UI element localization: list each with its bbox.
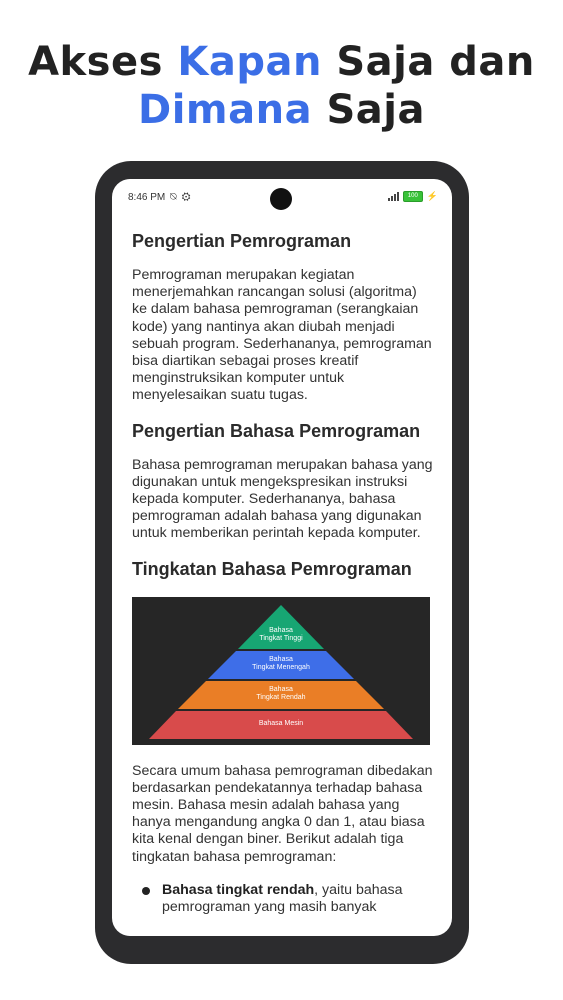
phone-screen xyxy=(112,179,452,936)
tier-label-low xyxy=(132,686,430,702)
list-item-text xyxy=(162,882,434,916)
headline-text: Saja xyxy=(312,87,425,133)
list-item-rest: , yaitu bahasa pemrograman yang masih banyak xyxy=(162,881,403,916)
signal-icon xyxy=(388,192,399,201)
pyramid-diagram xyxy=(132,597,430,745)
status-bar xyxy=(112,179,452,215)
tier-label-machine xyxy=(132,720,430,728)
tier-label-mid xyxy=(132,656,430,672)
promo-headline xyxy=(0,38,563,134)
section-body: Secara umum bahasa pemrograman dibedakan berdasarkan pendekatannya terhadap bahasa mesin. Bahasa mesin adalah bahasa yang hanya mengandung angka 0 dan 1, atau biasa kita kenal dengan biner. Berikut adalah tiga tingkatan bahasa pemrograman: xyxy=(132,762,433,865)
article-content[interactable] xyxy=(132,229,434,916)
tier-label-line: Bahasa xyxy=(269,626,293,634)
headline-text: Saja dan xyxy=(321,39,535,85)
headline-accent-word: Kapan xyxy=(177,39,322,85)
status-time: 8:46 PM xyxy=(128,192,166,203)
section-body: Bahasa pemrograman merupakan bahasa yang digunakan untuk mengekspresikan instruksi kepada komputer. Sederhananya, bahasa pemrograman adalah bahasa yang digunakan untuk memberikan perintah kepada komputer. xyxy=(132,456,433,542)
tier-label-high xyxy=(132,627,430,643)
list-item xyxy=(132,882,434,916)
settings-gear-icon: ⚙ xyxy=(181,191,192,203)
tier-label-line: Bahasa xyxy=(269,655,293,663)
headline-accent-word: Dimana xyxy=(138,87,313,133)
tier-label-line: Tingkat Menengah xyxy=(252,663,310,671)
tier-label-line: Bahasa Mesin xyxy=(258,719,304,727)
section-title: Tingkatan Bahasa Pemrograman xyxy=(132,558,412,579)
list-item-bold: Bahasa tingkat rendah xyxy=(162,881,315,898)
tier-label-line: Tingkat Rendah xyxy=(256,693,306,701)
section-body: Pemrograman merupakan kegiatan menerjemahkan rancangan solusi (algoritma) ke dalam bahasa pemrograman (serangkaian kode) yang nantinya akan diubah menjadi sebuah program. Sederhananya, pemrograman bisa diartikan sebagai proses kreatif menginstruksikan komputer untuk menyelesaikan suatu tugas. xyxy=(132,267,432,404)
status-right-icons xyxy=(388,191,438,202)
charging-icon: ⚡ xyxy=(426,191,438,201)
no-wifi-calling-icon: ⍉ xyxy=(170,191,178,203)
headline-line-2 xyxy=(0,86,563,134)
tier-label-line: Tingkat Tinggi xyxy=(259,634,303,642)
section-title: Pengertian Pemrograman xyxy=(132,231,352,251)
front-camera xyxy=(270,188,292,210)
section-title: Pengertian Bahasa Pemrograman xyxy=(132,420,421,441)
bullet-icon xyxy=(142,887,150,895)
status-icons xyxy=(170,191,192,204)
tier-label-line: Bahasa xyxy=(269,685,293,693)
headline-text: Akses xyxy=(28,39,178,85)
battery-icon: 100 xyxy=(403,191,423,202)
headline-line-1 xyxy=(0,38,563,86)
